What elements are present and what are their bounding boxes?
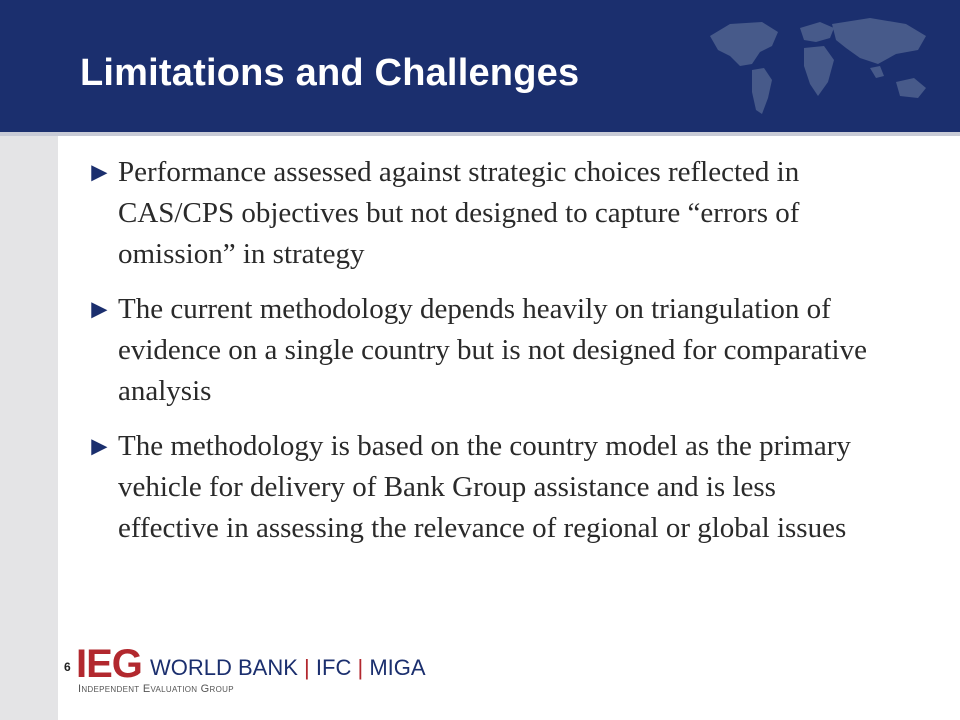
triangle-bullet-icon: ► bbox=[86, 294, 113, 324]
separator: | bbox=[304, 655, 310, 680]
slide-header bbox=[0, 0, 960, 132]
org-miga: MIGA bbox=[369, 655, 426, 680]
ieg-logo bbox=[76, 644, 436, 700]
triangle-bullet-icon: ► bbox=[86, 157, 113, 187]
slide-title: Limitations and Challenges bbox=[80, 52, 580, 94]
organization-list bbox=[150, 656, 426, 680]
ieg-subtitle: Independent Evaluation Group bbox=[78, 683, 234, 695]
separator: | bbox=[357, 655, 364, 680]
bullet-item bbox=[86, 426, 876, 549]
slide-body bbox=[86, 152, 876, 563]
bullet-item bbox=[86, 152, 876, 275]
bullet-text: The current methodology depends heavily on triangulation of evidence on a single country but is not designed for comparative analysis bbox=[118, 293, 867, 407]
bullet-text: Performance assessed against strategic choices reflected in CAS/CPS objectives but not designed to capture “errors of omission” in strategy bbox=[118, 156, 800, 270]
page-number: 6 bbox=[64, 660, 71, 674]
bullet-text: The methodology is based on the country model as the primary vehicle for delivery of Bank Group assistance and is less effective in assessing the relevance of regional or global issues bbox=[118, 430, 851, 544]
triangle-bullet-icon: ► bbox=[86, 431, 113, 461]
left-rail bbox=[0, 136, 58, 720]
bullet-list bbox=[86, 152, 876, 549]
header-divider bbox=[0, 132, 960, 136]
org-world-bank: WORLD BANK bbox=[150, 655, 298, 680]
bullet-item bbox=[86, 289, 876, 412]
ieg-logo-mark: IEG bbox=[76, 642, 142, 686]
world-map-icon bbox=[700, 6, 950, 126]
org-ifc: IFC bbox=[315, 655, 352, 680]
